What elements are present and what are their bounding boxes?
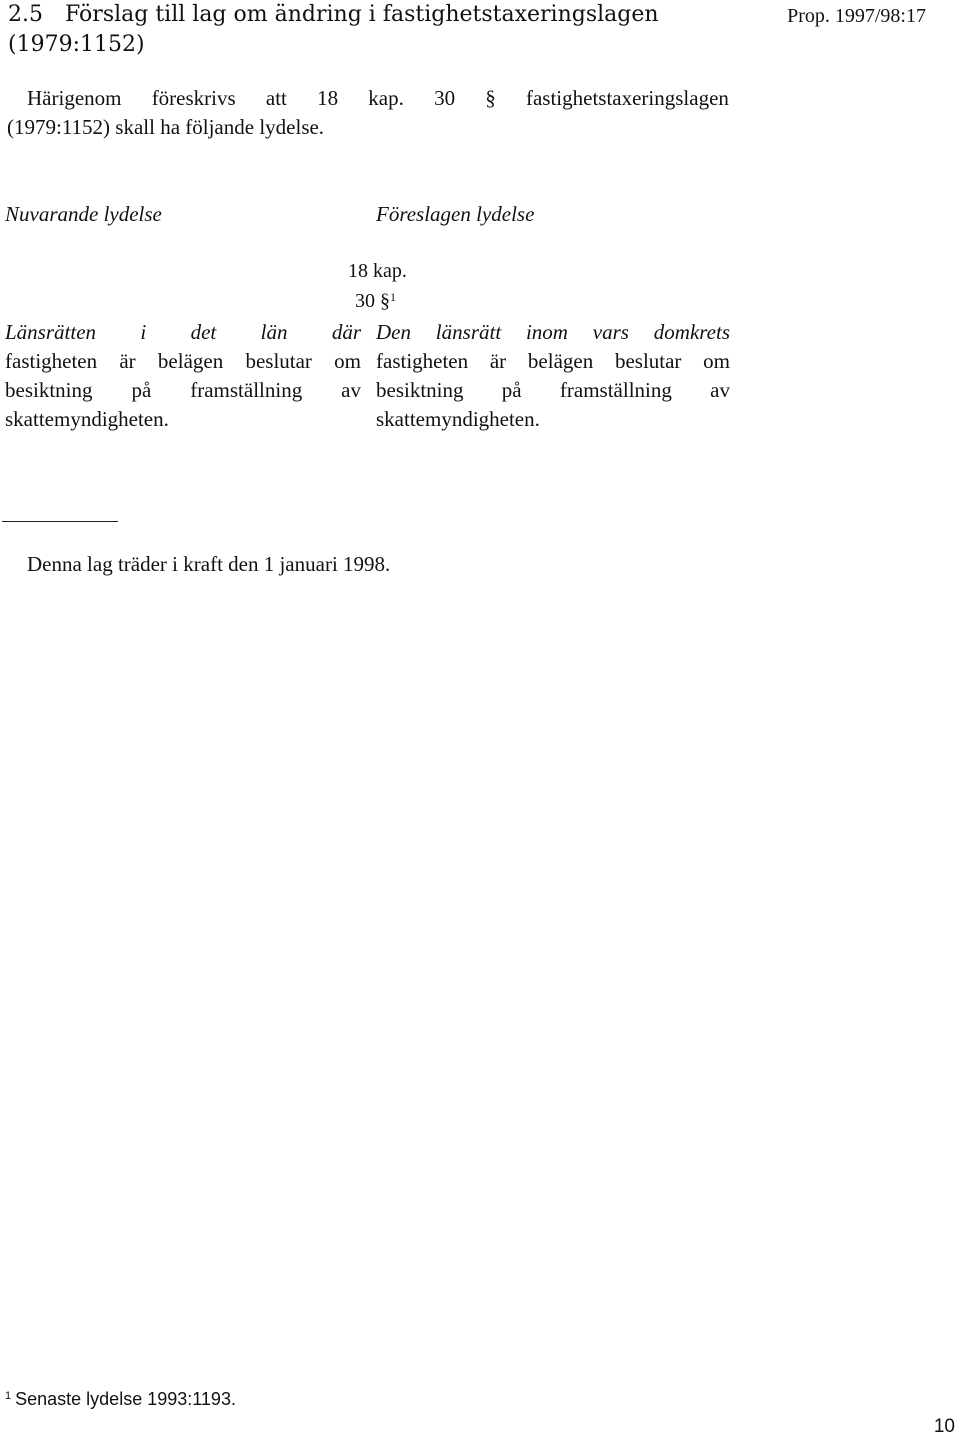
current-text-line: besiktning på framställning av: [5, 378, 361, 402]
current-text-line: Länsrätten i det län där: [5, 320, 361, 344]
effective-date-clause: Denna lag träder i kraft den 1 januari 1998.: [27, 552, 391, 576]
proposed-wording-text: [376, 318, 730, 434]
intro-word: fastighetstaxeringslagen: [525, 86, 729, 110]
intro-paragraph: [7, 84, 729, 142]
proposed-text-line: skattemyndigheten.: [376, 407, 540, 431]
footnote-text: Senaste lydelse 1993:1193.: [15, 1389, 236, 1409]
intro-line-1: [27, 84, 729, 113]
proposed-text-line: fastigheten är belägen beslutar om: [376, 349, 730, 373]
current-text-line: skattemyndigheten.: [5, 407, 169, 431]
intro-word: 18: [317, 86, 339, 110]
footnote-reference: 1: [390, 290, 396, 304]
chapter-label: 18 kap.: [348, 260, 407, 282]
separator-rule: [2, 521, 118, 522]
intro-word: 30: [434, 86, 456, 110]
section-label-text: 30 §: [355, 290, 390, 312]
intro-line-2: (1979:1152) skall ha följande lydelse.: [7, 115, 325, 139]
section-label: [355, 288, 396, 314]
footnote-mark: 1: [5, 1390, 12, 1402]
section-heading: [8, 0, 728, 60]
proposed-wording-heading: Föreslagen lydelse: [376, 202, 535, 226]
page-number: 10: [933, 1416, 955, 1437]
section-number: 2.5: [8, 2, 43, 27]
intro-word: kap.: [368, 86, 404, 110]
intro-word: att: [265, 86, 287, 110]
intro-word: föreskrivs: [151, 86, 236, 110]
current-wording-text: [5, 318, 361, 434]
prop-reference: Prop. 1997/98:17: [787, 5, 926, 27]
footnote: [5, 1386, 236, 1412]
intro-word: Härigenom: [27, 86, 122, 110]
intro-word: §: [485, 86, 496, 110]
proposed-text-line: besiktning på framställning av: [376, 378, 730, 402]
proposed-text-line: Den länsrätt inom vars domkrets: [376, 320, 730, 344]
current-wording-heading: Nuvarande lydelse: [5, 202, 162, 226]
current-text-line: fastigheten är belägen beslutar om: [5, 349, 361, 373]
section-title: Förslag till lag om ändring i fastighetstaxeringslagen (1979:1152): [8, 2, 659, 57]
